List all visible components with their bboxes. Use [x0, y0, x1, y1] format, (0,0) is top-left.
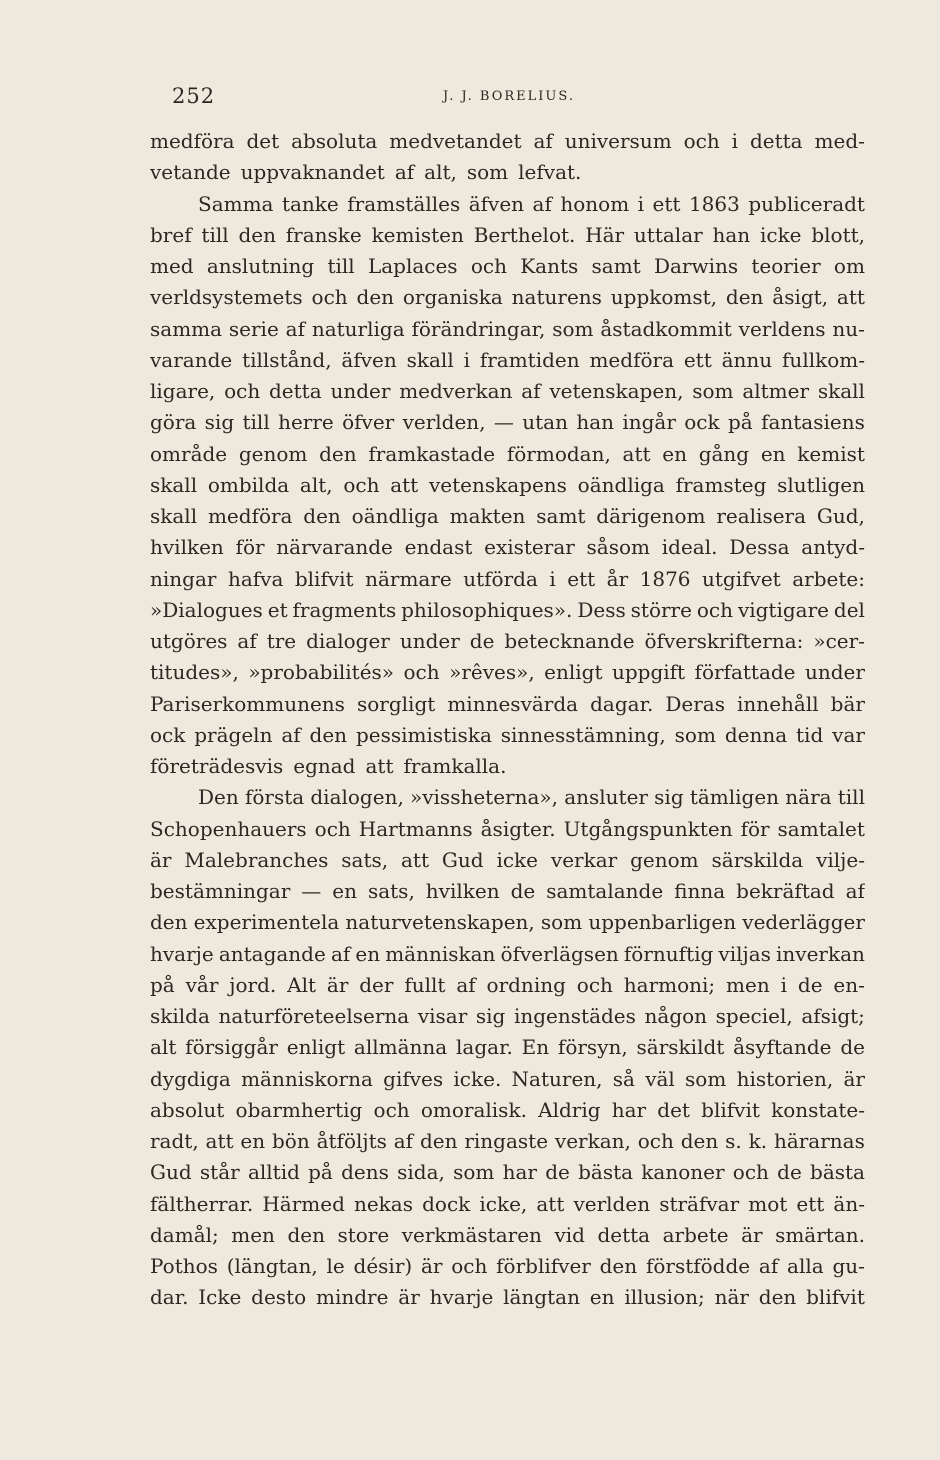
text-line: Den första dialogen, »vissheterna», ansluter sig tämligen nära till — [198, 785, 865, 810]
text-line: »Dialogues et fragments philosophiques». Dess större och vigtigare del — [150, 597, 865, 622]
text-line: ningar hafva blifvit närmare utförda i ett år 1876 utgifvet arbete: — [150, 566, 865, 591]
text-line: Pariserkommunens sorgligt minnesvärda dagar. Deras innehåll bär — [150, 691, 865, 716]
text-line: skall ombilda alt, och att vetenskapens oändliga framsteg slutligen — [150, 472, 865, 497]
text-line: Pothos (längtan, le désir) är och förblifver den förstfödde af alla gu- — [150, 1254, 865, 1278]
text-line: göra sig till herre öfver verlden, — utan han ingår ock på fantasiens — [150, 410, 865, 435]
text-line: samma serie af naturliga förändringar, som åstadkommit verldens nu- — [150, 316, 865, 341]
text-line: dygdiga människorna gifves icke. Naturen, så väl som historien, är — [150, 1066, 865, 1091]
text-line: hvilken för närvarande endast existerar såsom ideal. Dessa antyd- — [150, 535, 865, 560]
text-line: bref till den franske kemisten Berthelot. Här uttalar han icke blott, — [150, 222, 865, 247]
text-line: Schopenhauers och Hartmanns åsigter. Utgångspunkten för samtalet — [150, 816, 865, 841]
text-line: radt, att en bön åtföljts af den ringaste verkan, och den s. k. härarnas — [150, 1129, 865, 1153]
text-line: Samma tanke framställes äfven af honom i ett 1863 publiceradt — [198, 191, 865, 216]
text-line: utgöres af tre dialoger under de betecknande öfverskrifterna: »cer- — [150, 629, 865, 653]
text-line: ligare, och detta under medverkan af vetenskapen, som altmer skall — [150, 379, 865, 403]
text-line: alt försiggår enligt allmänna lagar. En försyn, särskildt åsyftande de — [150, 1035, 865, 1060]
text-line: på vår jord. Alt är der fullt af ordning och harmoni; men i de en- — [150, 972, 865, 997]
text-line: med anslutning till Laplaces och Kants samt Darwins teorier om — [150, 254, 865, 278]
text-line: absolut obarmhertig och omoralisk. Aldrig har det blifvit konstate- — [150, 1097, 865, 1122]
page-header — [150, 84, 865, 114]
page-number: 252 — [172, 84, 216, 108]
text-line: skall medföra den oändliga makten samt därigenom realisera Gud, — [150, 504, 865, 528]
text-line: ock prägeln af den pessimistiska sinnesstämning, som denna tid var — [150, 722, 865, 747]
text-line: medföra det absoluta medvetandet af universum och i detta med- — [150, 129, 865, 153]
text-line: varande tillstånd, äfven skall i framtiden medföra ett ännu fullkom- — [150, 347, 865, 372]
text-line: vetande uppvaknandet af alt, som lefvat. — [150, 160, 582, 185]
text-line: bestämningar — en sats, hvilken de samtalande finna bekräftad af — [150, 879, 865, 903]
text-line: den experimentela naturvetenskapen, som uppenbarligen vederlägger — [150, 910, 865, 935]
text-line: damål; men den store verkmästaren vid detta arbete är smärtan. — [150, 1222, 865, 1247]
text-line: verldsystemets och den organiska naturens uppkomst, den åsigt, att — [150, 285, 865, 310]
text-line: skilda naturföreteelserna visar sig ingenstädes någon speciel, afsigt; — [150, 1004, 865, 1028]
text-line: titudes», »probabilités» och »rêves», enligt uppgift författade under — [150, 660, 865, 685]
text-line: hvarje antagande af en människan öfverlägsen förnuftig viljas inverkan — [150, 941, 865, 966]
text-line: fältherrar. Härmed nekas dock icke, att verlden sträfvar mot ett än- — [150, 1191, 865, 1216]
text-line: företrädesvis egnad att framkalla. — [150, 754, 507, 778]
text-line: dar. Icke desto mindre är hvarje längtan en illusion; när den blifvit — [150, 1285, 865, 1310]
body-text — [150, 126, 865, 1314]
running-head: J. J. BORELIUS. — [443, 89, 575, 104]
text-line: Gud står alltid på dens sida, som har de bästa kanoner och de bästa — [150, 1160, 865, 1185]
text-line: är Malebranches sats, att Gud icke verkar genom särskilda vilje- — [150, 847, 865, 872]
text-line: område genom den framkastade förmodan, att en gång en kemist — [150, 441, 865, 466]
